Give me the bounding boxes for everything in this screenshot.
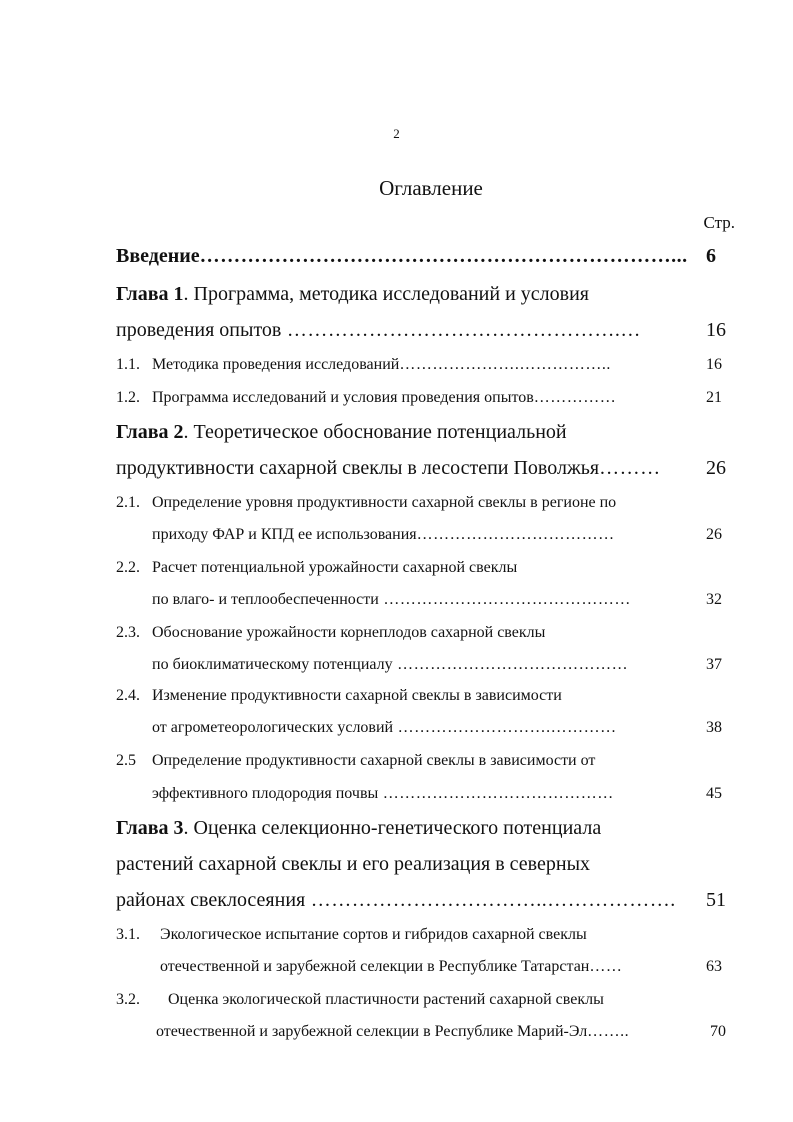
page-number: 2: [393, 126, 400, 141]
toc-s1-1-text: Методика проведения исследований: [152, 356, 400, 373]
toc-s2-4-page: 38: [706, 719, 722, 736]
toc-s2-1-text2: приходу ФАР и КПД ее использования: [152, 526, 417, 543]
toc-s2-4-line1: Изменение продуктивности сахарной свеклы в зависимости: [152, 687, 562, 704]
toc-s3-2-num: 3.2.: [116, 991, 140, 1008]
toc-s3-2-dots: ……..: [587, 1023, 630, 1040]
toc-ch1-page: 16: [706, 319, 726, 341]
toc-s2-1-page: 26: [706, 526, 722, 543]
toc-s1-1-dots: ………………….……………..: [399, 356, 611, 373]
toc-s2-4-dots: ……………………….…………: [393, 719, 617, 736]
toc-ch2-title2: продуктивности сахарной свеклы в лесостепи Поволжья: [116, 457, 600, 479]
toc-s2-3-text2: по биоклиматическому потенциалу: [152, 656, 393, 673]
toc-ch2-dots: ………: [599, 457, 661, 479]
toc-s1-2-page: 21: [706, 389, 722, 406]
toc-s2-4-num: 2.4.: [116, 687, 140, 704]
toc-s2-5-dots: ……………………………………: [378, 785, 614, 802]
toc-ch3-dots: ……………………………..……………….: [305, 889, 676, 911]
toc-ch1-line2: [116, 319, 641, 342]
toc-s3-2-text2: отечественной и зарубежной селекции в Республике Марий-Эл: [156, 1023, 588, 1040]
page-title: Оглавление: [379, 176, 483, 200]
toc-s2-2-num: 2.2.: [116, 559, 140, 576]
page-column-header: Стр.: [703, 213, 735, 232]
toc-ch3-line3: [116, 889, 676, 912]
toc-s2-5-num: 2.5: [116, 752, 136, 769]
toc-s2-2-dots: ………………………………………: [378, 591, 631, 608]
toc-ch1-title: . Программа, методика исследований и условия: [183, 283, 589, 305]
toc-ch2-line1: [116, 421, 567, 444]
toc-ch1-dots: ………………………………………….…: [281, 319, 641, 341]
toc-ch3-line2: растений сахарной свеклы и его реализация в северных: [116, 853, 591, 875]
toc-ch2-line2: [116, 457, 661, 480]
toc-s2-3-num: 2.3.: [116, 624, 140, 641]
toc-s2-3-line1: Обоснование урожайности корнеплодов сахарной свеклы: [152, 624, 546, 641]
toc-ch3-label: Глава 3: [116, 817, 184, 839]
toc-ch3-title: . Оценка селекционно-генетического потенциала: [183, 817, 602, 839]
toc-s2-1-dots: ………………………………: [416, 526, 615, 543]
toc-s1-2-num: 1.2.: [116, 389, 140, 406]
toc-s1-2-dots: ……………: [533, 389, 617, 406]
toc-s2-5-page: 45: [706, 785, 722, 802]
toc-ch2-title: . Теоретическое обоснование потенциальной: [183, 421, 567, 443]
toc-s1-1-page: 16: [706, 356, 722, 373]
toc-s2-2-page: 32: [706, 591, 722, 608]
toc-s3-1-line1: Экологическое испытание сортов и гибридов сахарной свеклы: [160, 926, 587, 943]
toc-s2-5-line2: [152, 785, 614, 803]
toc-intro-label: Введение: [116, 245, 200, 267]
toc-ch1-line1: [116, 283, 589, 306]
toc-ch3-title3: районах свеклосеяния: [116, 889, 306, 911]
toc-ch2-label: Глава 2: [116, 421, 184, 443]
toc-s2-1-line2: [152, 526, 615, 544]
toc-ch1-label: Глава 1: [116, 283, 184, 305]
toc-s2-2-text2: по влаго- и теплообеспеченности: [152, 591, 379, 608]
toc-s1-2: [152, 389, 616, 407]
toc-s3-2-line2: [156, 1023, 629, 1041]
toc-s2-1-line1: Определение уровня продуктивности сахарной свеклы в регионе по: [152, 494, 617, 511]
toc-s3-1-page: 63: [706, 958, 722, 975]
toc-s1-1: [152, 356, 611, 374]
toc-s3-1-dots: ……: [589, 958, 623, 975]
toc-s3-1-text2: отечественной и зарубежной селекции в Республике Татарстан: [160, 958, 590, 975]
toc-s2-4-text2: от агрометеорологических условий: [152, 719, 394, 736]
toc-s2-3-dots: ……………………………………: [392, 656, 629, 673]
toc-s2-5-text2: эффективного плодородия почвы: [152, 785, 379, 802]
toc-intro-page: 6: [706, 245, 716, 267]
toc-s2-2-line2: [152, 591, 631, 609]
toc-s1-1-num: 1.1.: [116, 356, 140, 373]
toc-s3-1-num: 3.1.: [116, 926, 140, 943]
toc-s3-2-page: 70: [710, 1023, 726, 1040]
toc-s2-5-line1: Определение продуктивности сахарной свеклы в зависимости от: [152, 752, 596, 769]
toc-intro-dots: ……………………………………………………………...: [199, 245, 688, 267]
toc-s1-2-text: Программа исследований и условия проведения опытов: [152, 389, 534, 406]
toc-ch2-page: 26: [706, 457, 726, 479]
toc-ch1-title2: проведения опытов: [116, 319, 282, 341]
toc-intro: [116, 245, 688, 268]
toc-ch3-page: 51: [706, 889, 726, 911]
toc-s3-2-line1: Оценка экологической пластичности растений сахарной свеклы: [168, 991, 604, 1008]
toc-s2-2-line1: Расчет потенциальной урожайности сахарной свеклы: [152, 559, 518, 576]
toc-s2-1-num: 2.1.: [116, 494, 140, 511]
toc-s2-4-line2: [152, 719, 617, 737]
toc-s2-3-line2: [152, 656, 628, 674]
toc-s2-3-page: 37: [706, 656, 722, 673]
toc-s3-1-line2: [160, 958, 622, 976]
toc-ch3-line1: [116, 817, 601, 840]
